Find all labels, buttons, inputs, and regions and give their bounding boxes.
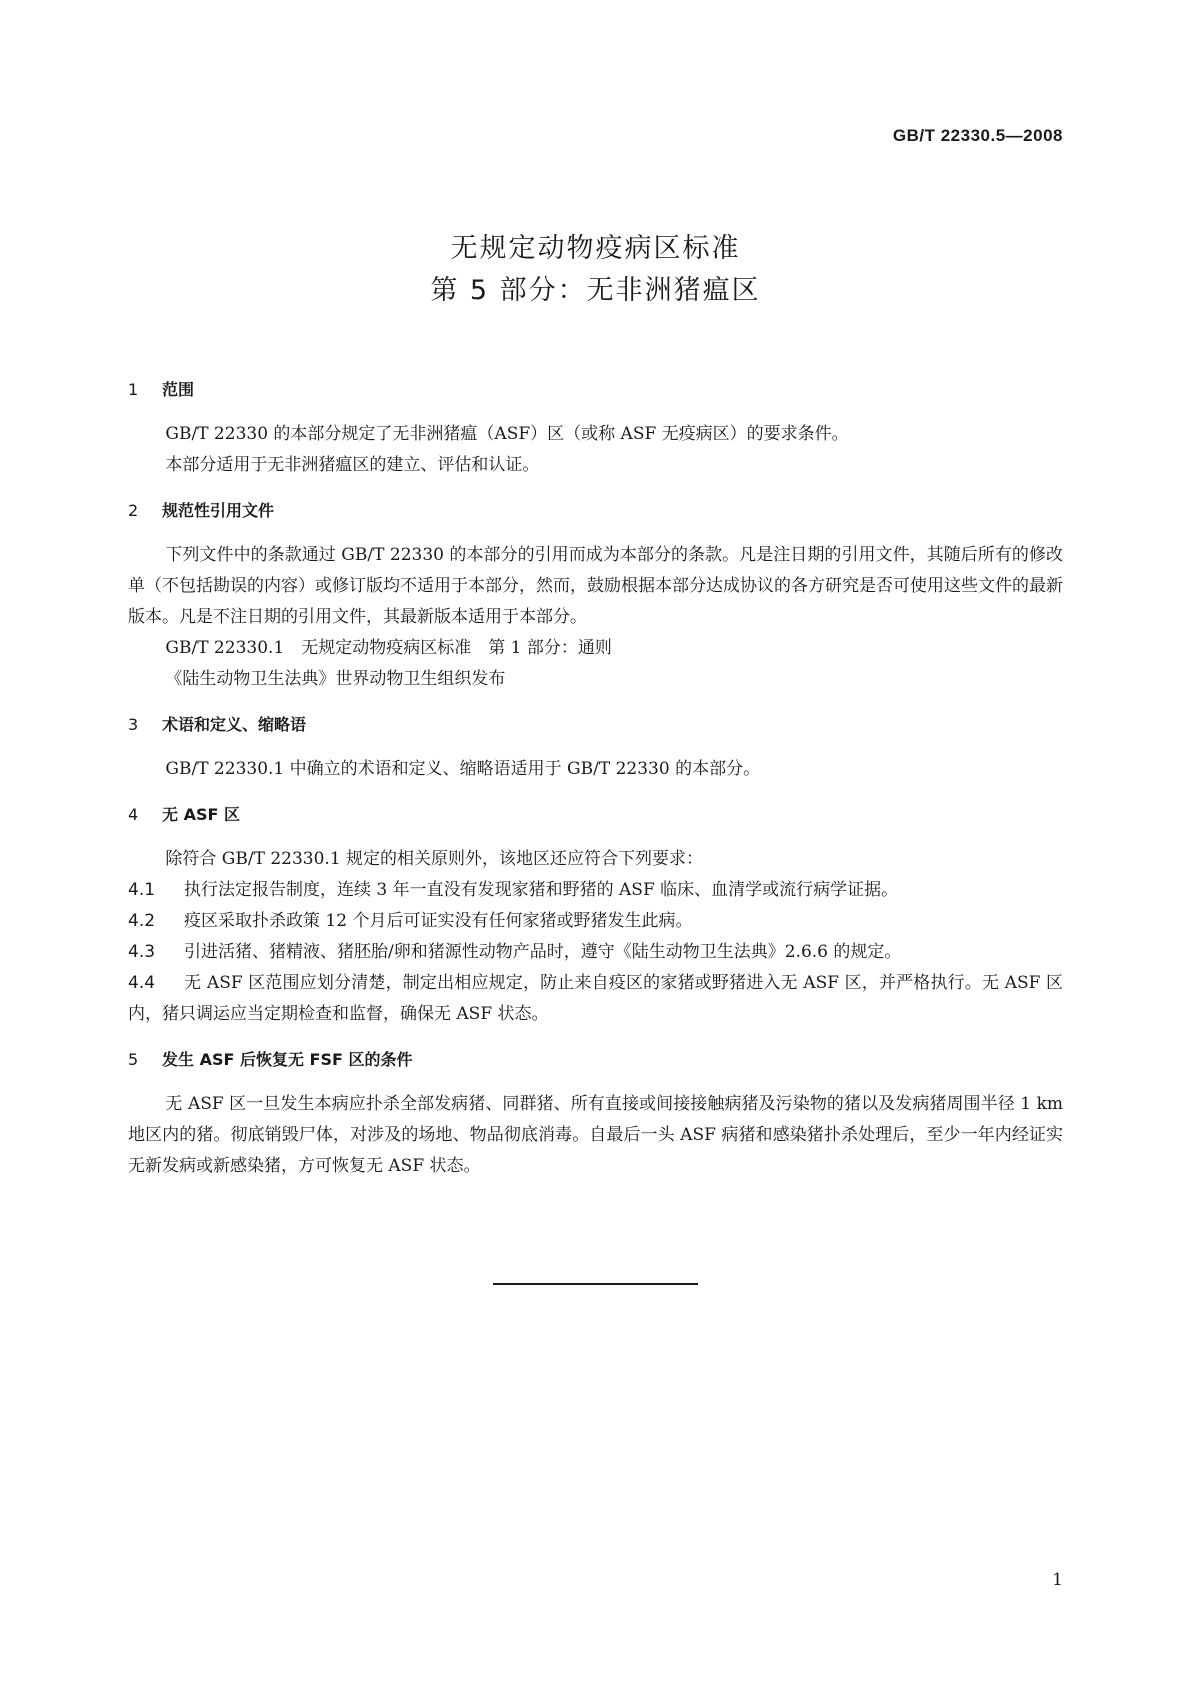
reference-entry: GB/T 22330.1 无规定动物疫病区标准 第 1 部分：通则 xyxy=(165,638,612,658)
section-number: 2 xyxy=(128,501,139,520)
clause-number: 4.4 xyxy=(128,973,156,993)
paragraph: GB/T 22330.1 中确立的术语和定义、缩略语适用于 GB/T 22330 的本部分。 xyxy=(165,759,761,779)
section-number: 4 xyxy=(128,805,139,824)
clause-4-4 xyxy=(128,968,1063,1030)
section-title: 术语和定义、缩略语 xyxy=(162,715,307,734)
title-line-2: 第 5 部分：无非洲猪瘟区 xyxy=(430,275,761,306)
clause-text: 无 ASF 区范围应划分清楚，制定出相应规定，防止来自疫区的家猪或野猪进入无 ASF 区，并严格执行。无 ASF 区内，猪只调运应当定期检查和监督，确保无 ASF 状态。 xyxy=(128,973,1063,1024)
clause-text: 引进活猪、猪精液、猪胚胎/卵和猪源性动物产品时，遵守《陆生动物卫生法典》2.6.6 的规定。 xyxy=(184,942,902,962)
page-number: 1 xyxy=(1052,1570,1063,1590)
clause-4-1 xyxy=(128,875,1063,906)
section-heading-normative-references xyxy=(128,495,1063,526)
section-title: 无 ASF 区 xyxy=(162,805,240,824)
section-title: 发生 ASF 后恢复无 FSF 区的条件 xyxy=(162,1050,413,1069)
standard-code: GB/T 22330.5—2008 xyxy=(892,126,1063,145)
section-number: 1 xyxy=(128,380,139,399)
section-number: 3 xyxy=(128,715,139,734)
section-heading-scope xyxy=(128,374,1063,405)
title-line-1: 无规定动物疫病区标准 xyxy=(450,233,741,264)
clause-number: 4.3 xyxy=(128,942,156,962)
paragraph: 下列文件中的条款通过 GB/T 22330 的本部分的引用而成为本部分的条款。凡是注日期的引用文件，其随后所有的修改单（不包括勘误的内容）或修订版均不适用于本部分，然而，鼓励根据本部分达成协议的各方研究是否可使用这些文件的最新版本。凡是不注日期的引用文件，其最新版本适用于本部分。 xyxy=(128,545,1063,627)
reference-entry: 《陆生动物卫生法典》世界动物卫生组织发布 xyxy=(165,669,506,689)
section-title: 范围 xyxy=(162,380,195,399)
clause-text: 执行法定报告制度，连续 3 年一直没有发现家猪和野猪的 ASF 临床、血清学或流行病学证据。 xyxy=(184,880,899,900)
document-body xyxy=(128,374,1063,1182)
clause-4-3 xyxy=(128,937,1063,968)
clause-4-2 xyxy=(128,906,1063,937)
section-title: 规范性引用文件 xyxy=(162,501,275,520)
section-heading-asf-free-zone xyxy=(128,799,1063,830)
section-number: 5 xyxy=(128,1050,139,1069)
section-heading-terms xyxy=(128,709,1063,740)
paragraph: 无 ASF 区一旦发生本病应扑杀全部发病猪、同群猪、所有直接或间接接触病猪及污染物的猪以及发病猪周围半径 1 km 地区内的猪。彻底销毁尸体，对涉及的场地、物品彻底消毒。自最后一头 ASF 病猪和感染猪扑杀处理后，至少一年内经证实无新发病或新感染猪，方可恢复无 ASF 状态。 xyxy=(128,1094,1063,1176)
paragraph: 除符合 GB/T 22330.1 规定的相关原则外，该地区还应符合下列要求： xyxy=(165,849,704,869)
clause-number: 4.2 xyxy=(128,911,156,931)
section-heading-recovery xyxy=(128,1044,1063,1075)
paragraph: 本部分适用于无非洲猪瘟区的建立、评估和认证。 xyxy=(165,455,540,475)
document-title xyxy=(0,228,1191,312)
paragraph: GB/T 22330 的本部分规定了无非洲猪瘟（ASF）区（或称 ASF 无疫病区）的要求条件。 xyxy=(165,424,849,444)
end-rule xyxy=(493,1283,698,1285)
clause-number: 4.1 xyxy=(128,880,156,900)
clause-text: 疫区采取扑杀政策 12 个月后可证实没有任何家猪或野猪发生此病。 xyxy=(184,911,693,931)
